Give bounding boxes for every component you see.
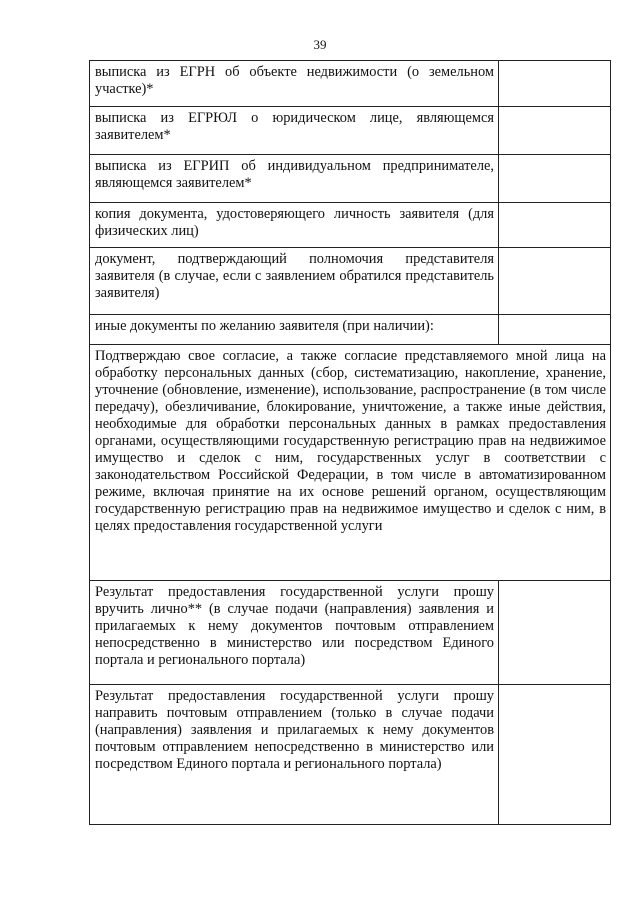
check-cell[interactable] [499, 248, 611, 315]
table-row [90, 315, 611, 345]
result-option-label: Результат предоставления государственной услуги прошу вручить лично** (в случае подачи (направления) заявления и прилагаемых к нему документов почтовым отправлением непосредственно в министерство или посредством Единого портала и регионального портала) [90, 581, 499, 685]
check-cell[interactable] [499, 155, 611, 203]
check-cell[interactable] [499, 581, 611, 685]
result-option-row [90, 581, 611, 685]
row-label: иные документы по желанию заявителя (при наличии): [90, 315, 499, 345]
check-cell[interactable] [499, 61, 611, 107]
result-option-label: Результат предоставления государственной услуги прошу направить почтовым отправлением (только в случае подачи (направления) заявления и прилагаемых к нему документов почтовым отправлением непосредственно в министерство или посредством Единого портала и регионального портала) [90, 685, 499, 825]
row-label: копия документа, удостоверяющего личность заявителя (для физических лиц) [90, 203, 499, 248]
row-label: выписка из ЕГРН об объекте недвижимости (о земельном участке)* [90, 61, 499, 107]
row-label: выписка из ЕГРЮЛ о юридическом лице, являющемся заявителем* [90, 107, 499, 155]
result-option-row [90, 685, 611, 825]
check-cell[interactable] [499, 685, 611, 825]
check-cell[interactable] [499, 203, 611, 248]
consent-text: Подтверждаю свое согласие, а также согласие представляемого мной лица на обработку персональных данных (сбор, систематизацию, накопление, хранение, уточнение (обновление, изменение), использование, распространение (в том числе передачу), обезличивание, блокирование, уничтожение, а также иные действия, необходимые для обработки персональных данных в рамках предоставления органами, осуществляющими государственную регистрацию прав на недвижимое имущество и сделок с ним, государственных услуг в соответствии с законодательством Российской Федерации, в том числе в автоматизированном режиме, включая принятие на их основе решений органом, осуществляющим государственную регистрацию прав на недвижимое имущество и сделок с ним, в целях предоставления государственной услуги [90, 345, 611, 581]
page-number: 39 [313, 37, 327, 52]
table-row [90, 155, 611, 203]
table-row [90, 248, 611, 315]
check-cell[interactable] [499, 315, 611, 345]
consent-row [90, 345, 611, 581]
document-checklist-table [89, 60, 611, 825]
row-label: выписка из ЕГРИП об индивидуальном предпринимателе, являющемся заявителем* [90, 155, 499, 203]
table-row [90, 203, 611, 248]
table-row [90, 61, 611, 107]
table-row [90, 107, 611, 155]
check-cell[interactable] [499, 107, 611, 155]
row-label: документ, подтверждающий полномочия представителя заявителя (в случае, если с заявлением обратился представитель заявителя) [90, 248, 499, 315]
